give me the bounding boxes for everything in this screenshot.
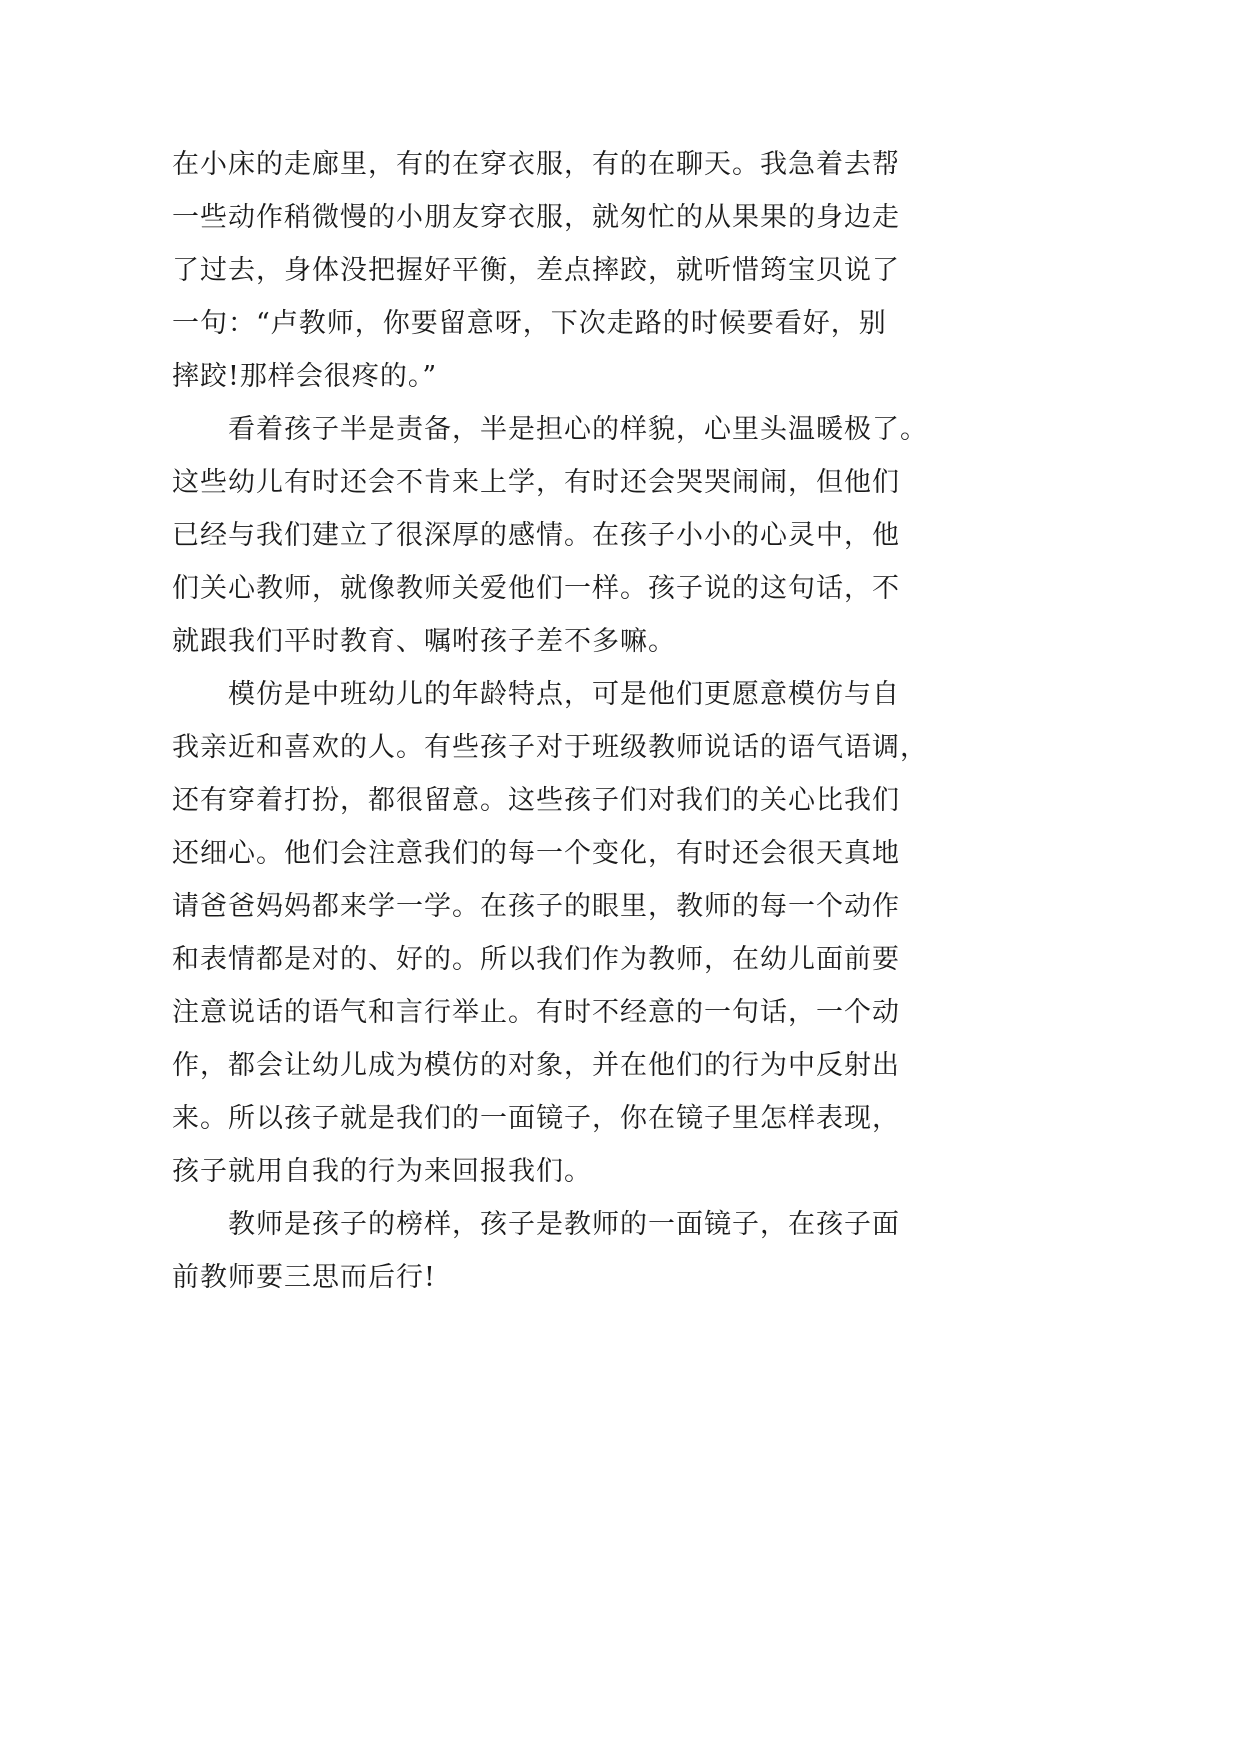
text-line: 模仿是中班幼儿的年龄特点，可是他们更愿意模仿与自	[228, 679, 900, 710]
text-line: 在小床的走廊里，有的在穿衣服，有的在聊天。我急着去帮	[172, 149, 900, 180]
text-line: 我亲近和喜欢的人。有些孩子对于班级教师说话的语气语调，	[172, 732, 928, 763]
text-line: 了过去，身体没把握好平衡，差点摔跤，就听惜筠宝贝说了	[172, 255, 900, 286]
text-line: 请爸爸妈妈都来学一学。在孩子的眼里，教师的每一个动作	[172, 891, 900, 922]
text-line: 已经与我们建立了很深厚的感情。在孩子小小的心灵中，他	[172, 520, 900, 551]
text-line: 们关心教师，就像教师关爱他们一样。孩子说的这句话，不	[172, 573, 900, 604]
text-line: 作，都会让幼儿成为模仿的对象，并在他们的行为中反射出	[172, 1050, 900, 1081]
text-line: 这些幼儿有时还会不肯来上学，有时还会哭哭闹闹，但他们	[172, 467, 900, 498]
text-line: 还有穿着打扮，都很留意。这些孩子们对我们的关心比我们	[172, 785, 900, 816]
document-body	[172, 138, 952, 1304]
text-line: 摔跤!那样会很疼的。”	[172, 361, 438, 392]
paragraph	[172, 138, 952, 403]
paragraph	[172, 403, 952, 668]
text-line: 孩子就用自我的行为来回报我们。	[172, 1156, 592, 1187]
text-line: 来。所以孩子就是我们的一面镜子，你在镜子里怎样表现，	[172, 1103, 900, 1134]
text-line: 一句：“卢教师，你要留意呀，下次走路的时候要看好，别	[172, 308, 887, 339]
text-line: 就跟我们平时教育、嘱咐孩子差不多嘛。	[172, 626, 676, 657]
paragraph	[172, 668, 952, 1198]
text-line: 一些动作稍微慢的小朋友穿衣服，就匆忙的从果果的身边走	[172, 202, 900, 233]
paragraph	[172, 1198, 952, 1304]
text-line: 前教师要三思而后行!	[172, 1262, 436, 1293]
text-line: 还细心。他们会注意我们的每一个变化，有时还会很天真地	[172, 838, 900, 869]
text-line: 和表情都是对的、好的。所以我们作为教师，在幼儿面前要	[172, 944, 900, 975]
text-line: 看着孩子半是责备，半是担心的样貌，心里头温暖极了。	[228, 414, 928, 445]
text-line: 注意说话的语气和言行举止。有时不经意的一句话，一个动	[172, 997, 900, 1028]
text-line: 教师是孩子的榜样，孩子是教师的一面镜子，在孩子面	[228, 1209, 900, 1240]
